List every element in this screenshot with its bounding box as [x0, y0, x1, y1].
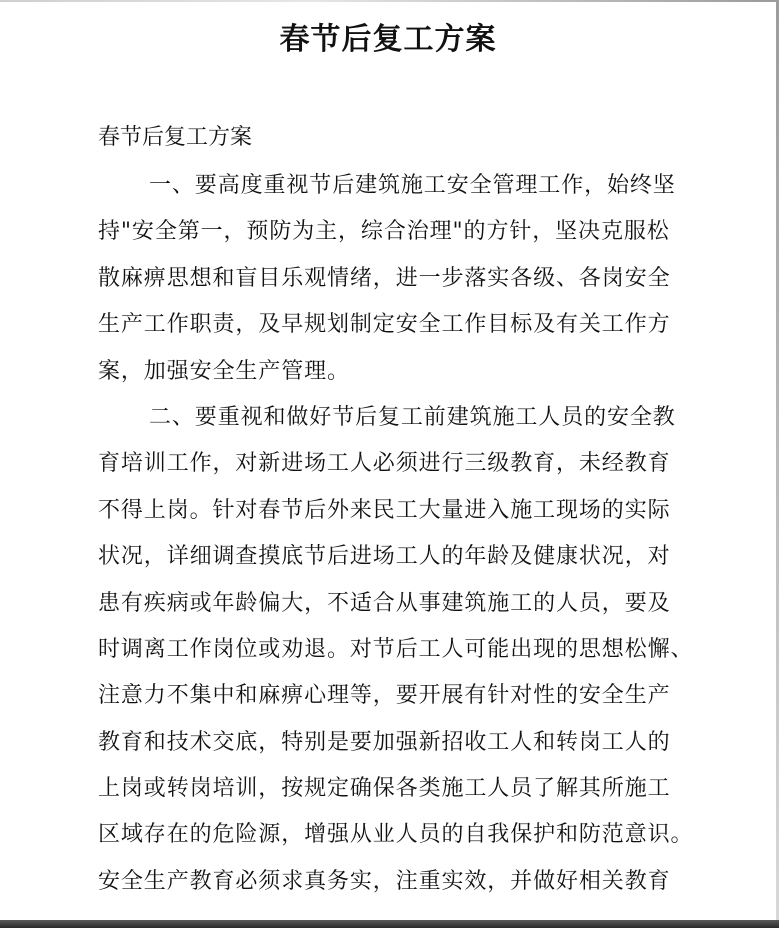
paragraph-2-line-2: 育培训工作，对新进场工人必须进行三级教育，未经教育 — [98, 451, 671, 477]
paragraph-2-line-8: 教育和技术交底，特别是要加强新招收工人和转岗工人的 — [98, 729, 671, 755]
page-top-edge — [0, 0, 779, 2]
paragraph-2-line-7: 注意力不集中和麻痹心理等，要开展有针对性的安全生产 — [98, 683, 671, 709]
paragraph-2-line-4: 状况，详细调查摸底节后进场工人的年龄及健康状况，对 — [98, 544, 671, 570]
paragraph-2-line-11: 安全生产教育必须求真务实，注重实效，并做好相关教育 — [98, 868, 671, 894]
document-title: 春节后复工方案 — [279, 22, 497, 57]
paragraph-2-line-3: 不得上岗。针对春节后外来民工大量进入施工现场的实际 — [98, 497, 671, 523]
paragraph-2-line-9: 上岗或转岗培训，按规定确保各类施工人员了解其所施工 — [98, 776, 671, 802]
document-subtitle: 春节后复工方案 — [98, 125, 253, 150]
document-body — [98, 166, 758, 908]
paragraph-2-line-10: 区域存在的危险源，增强从业人员的自我保护和防范意识。 — [98, 822, 694, 848]
paragraph-2-line-6: 时调离工作岗位或劝退。对节后工人可能出现的思想松懈、 — [98, 636, 694, 662]
paragraph-1-line-2: 持"安全第一，预防为主，综合治理"的方针，坚决克服松 — [98, 219, 670, 245]
paragraph-1-line-5: 案，加强安全生产管理。 — [98, 358, 350, 384]
viewer-bottom-bar — [0, 920, 779, 928]
paragraph-2-line-1: 二、要重视和做好节后复工前建筑施工人员的安全教 — [149, 404, 676, 430]
paragraph-1-line-4: 生产工作职责，及早规划制定安全工作目标及有关工作方 — [98, 312, 671, 338]
paragraph-2-line-5: 患有疾病或年龄偏大，不适合从事建筑施工的人员，要及 — [98, 590, 671, 616]
paragraph-1-line-1: 一、要高度重视节后建筑施工安全管理工作，始终坚 — [149, 173, 676, 198]
paragraph-1-line-3: 散麻痹思想和盲目乐观情绪，进一步落实各级、各岗安全 — [98, 265, 671, 291]
